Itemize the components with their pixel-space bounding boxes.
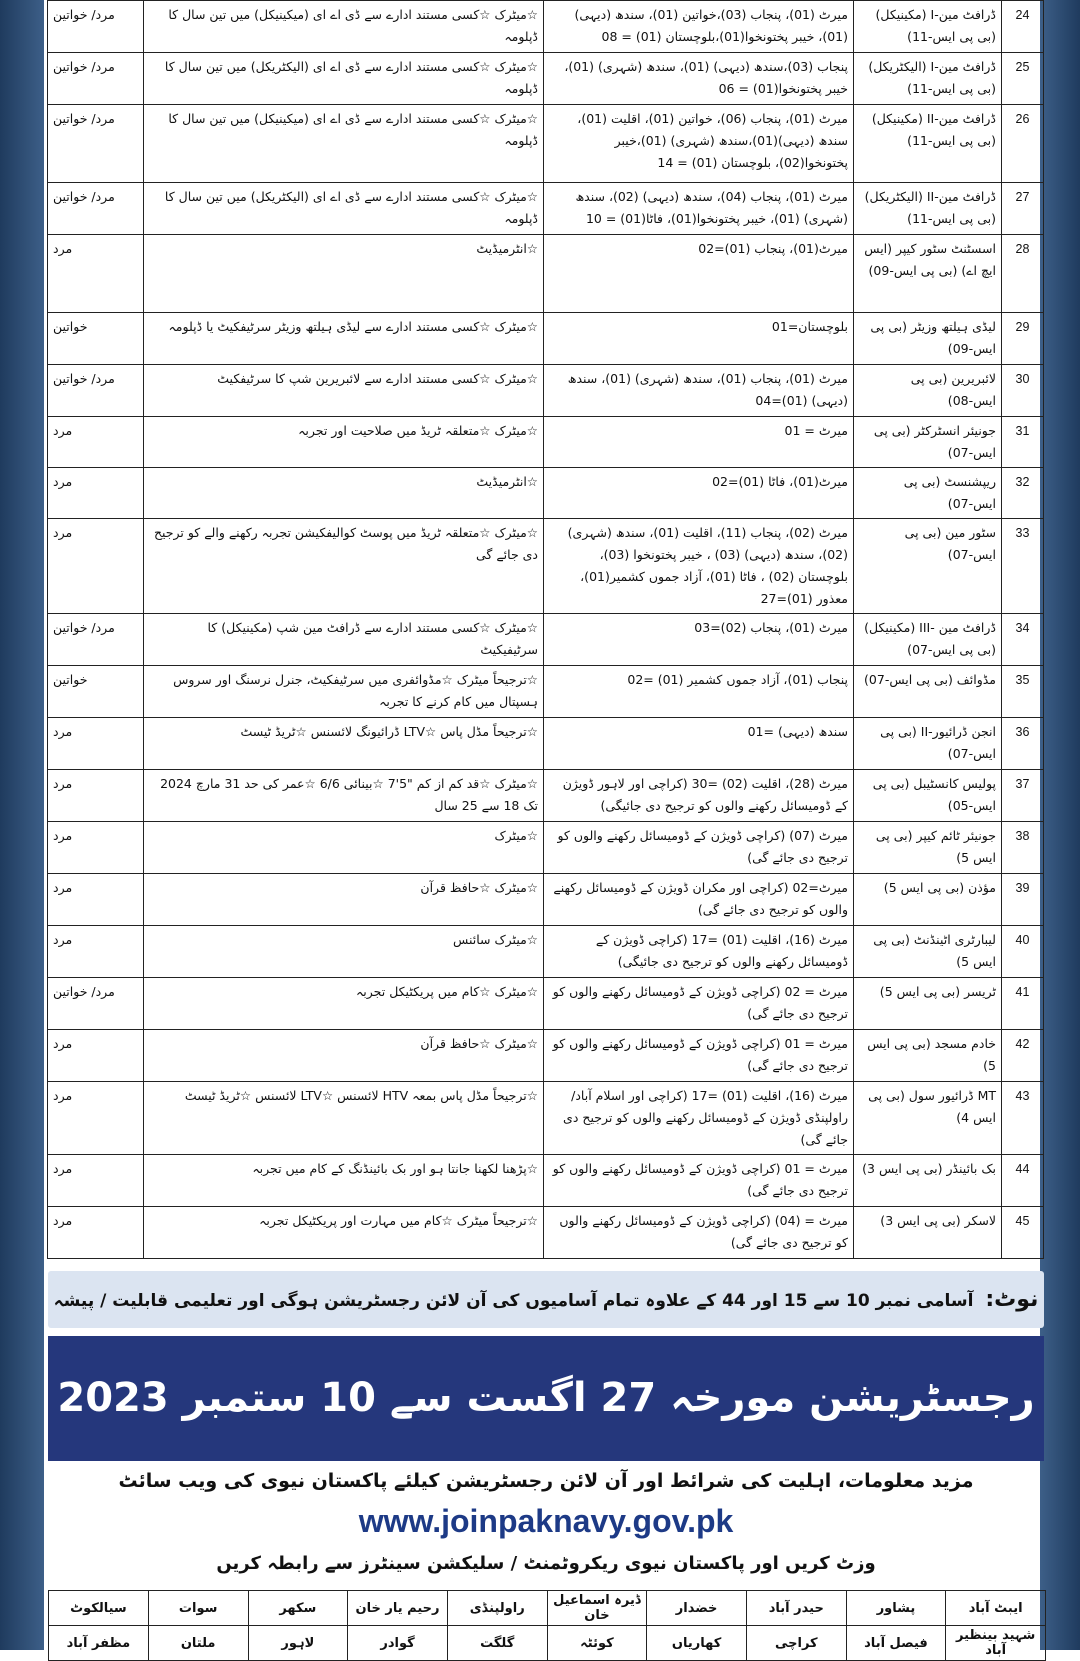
post-name: بک بائینڈر (بی پی ایس 3)	[854, 1155, 1002, 1207]
row-number: 43	[1002, 1082, 1044, 1155]
center-name: فیصل آباد	[846, 1626, 946, 1661]
centers-row	[49, 1591, 1046, 1626]
table-row	[48, 1030, 1044, 1082]
post-name: مڈوائف (بی پی ایس-07)	[854, 666, 1002, 718]
row-number: 37	[1002, 770, 1044, 822]
gender-cell: مرد/ خواتین	[48, 1, 144, 53]
post-name: انجن ڈرائیور-II (بی پی ایس-07)	[854, 718, 1002, 770]
quota-cell: میرٹ (01)، پنجاب (04)، سندھ (دیہی) (02)، سندھ (شہری) (01)، خیبر پختونخوا(01)، فاٹا(01) = 10	[544, 183, 854, 235]
table-row	[48, 519, 1044, 614]
gender-cell: مرد	[48, 770, 144, 822]
quota-cell: میرٹ (16)، اقلیت (01) =17 (کراچی اور اسلام آباد/راولپنڈی ڈویژن کے ڈومیسائل رکھنے والوں کو ترجیح دی جائے گی)	[544, 1082, 854, 1155]
quota-cell: پنجاب (03)،سندھ (دیہی) (01)، سندھ (شہری) (01)، خیبر پختونخوا(01) = 06	[544, 53, 854, 105]
quota-cell: پنجاب (01)، آزاد جموں کشمیر (01) =02	[544, 666, 854, 718]
row-number: 31	[1002, 417, 1044, 468]
more-info-line: مزید معلومات، اہلیت کی شرائط اور آن لائن رجسٹریشن کیلئے پاکستان نیوی کی ویب سائٹ	[118, 1470, 974, 1492]
row-number: 34	[1002, 614, 1044, 666]
table-row	[48, 926, 1044, 978]
post-name: لیبارٹری اٹینڈنٹ (بی پی ایس 5)	[854, 926, 1002, 978]
row-number: 40	[1002, 926, 1044, 978]
center-name: ملتان	[148, 1626, 248, 1661]
row-number: 30	[1002, 365, 1044, 417]
post-name: اسسٹنٹ سٹور کیپر (ایس ایچ اے) (بی پی ایس-09)	[854, 235, 1002, 313]
gender-cell: خواتین	[48, 666, 144, 718]
recruitment-centers-table	[48, 1590, 1046, 1661]
note-label: نوٹ:	[985, 1287, 1039, 1312]
quota-cell: میرٹ = 01	[544, 417, 854, 468]
quota-cell: میرٹ (01)، پنجاب (06)، خواتین (01)، اقلیت (01)، سندھ (دیہی)(01)،سندھ (شہری) (01)،خیبر پختونخوا(02)، بلوچستان (01) = 14	[544, 105, 854, 183]
table-row	[48, 235, 1044, 313]
post-name: مؤذن (بی پی ایس 5)	[854, 874, 1002, 926]
row-number: 41	[1002, 978, 1044, 1030]
center-name: شہید بینظیر آباد	[946, 1626, 1046, 1661]
table-row	[48, 874, 1044, 926]
quota-cell: میرٹ = 01 (کراچی ڈویژن کے ڈومیسائل رکھنے والوں کو ترجیح دی جائے گی)	[544, 1155, 854, 1207]
post-name: ریپشنسٹ (بی پی ایس-07)	[854, 468, 1002, 519]
center-name: مظفر آباد	[49, 1626, 149, 1661]
table-row	[48, 666, 1044, 718]
post-name: لائبریرین (بی پی ایس-08)	[854, 365, 1002, 417]
row-number: 27	[1002, 183, 1044, 235]
row-number: 25	[1002, 53, 1044, 105]
table-row	[48, 1207, 1044, 1259]
post-name: سٹور مین (بی پی ایس-07)	[854, 519, 1002, 614]
table-row	[48, 183, 1044, 235]
center-name: ڈیرہ اسماعیل خان	[547, 1591, 647, 1626]
post-name: جونیئر ٹائم کیپر (بی پی ایس 5)	[854, 822, 1002, 874]
qualification-cell: ☆میٹرک ☆قد کم از کم "5'7 ☆بینائی 6/6 ☆عمر کی حد 31 مارچ 2024 تک 18 سے 25 سال	[144, 770, 544, 822]
qualification-cell: ☆انٹرمیڈیٹ	[144, 468, 544, 519]
quota-cell: میرٹ (28)، اقلیت (02) =30 (کراچی اور لاہور ڈویژن کے ڈومیسائل رکھنے والوں کو ترجیح دی جائیگی)	[544, 770, 854, 822]
center-name: سوات	[148, 1591, 248, 1626]
table-row	[48, 718, 1044, 770]
table-row	[48, 822, 1044, 874]
center-name: گلگت	[447, 1626, 547, 1661]
right-border-decoration	[1040, 0, 1080, 1650]
gender-cell: مرد	[48, 1082, 144, 1155]
gender-cell: مرد	[48, 235, 144, 313]
center-name: لاہور	[248, 1626, 348, 1661]
contact-line: وزٹ کریں اور پاکستان نیوی ریکروٹمنٹ / سلیکشن سینٹرز سے رابطہ کریں	[216, 1553, 876, 1574]
post-name: ڈرافٹ مین-I (مکینیکل) (بی پی ایس-11)	[854, 1, 1002, 53]
post-name: جونیئر انسٹرکٹر (بی پی ایس-07)	[854, 417, 1002, 468]
gender-cell: مرد	[48, 417, 144, 468]
gender-cell: مرد/ خواتین	[48, 105, 144, 183]
vacancy-table	[47, 0, 1044, 1259]
row-number: 24	[1002, 1, 1044, 53]
center-name: پشاور	[846, 1591, 946, 1626]
post-name: خادم مسجد (بی پی ایس 5)	[854, 1030, 1002, 1082]
qualification-cell: ☆پڑھنا لکھنا جانتا ہو اور بک بائینڈنگ کے کام میں تجربہ	[144, 1155, 544, 1207]
qualification-cell: ☆ترجیحاً میٹرک ☆کام میں مہارت اور پریکٹیکل تجربہ	[144, 1207, 544, 1259]
table-row	[48, 313, 1044, 365]
row-number: 38	[1002, 822, 1044, 874]
gender-cell: مرد	[48, 1207, 144, 1259]
center-name: کوئٹہ	[547, 1626, 647, 1661]
quota-cell: میرٹ = 01 (کراچی ڈویژن کے ڈومیسائل رکھنے والوں کو ترجیح دی جائے گی)	[544, 1030, 854, 1082]
table-row	[48, 417, 1044, 468]
qualification-cell: ☆میٹرک ☆کسی مستند ادارے سے ڈی اے ای (میکینیکل) میں تین سال کا ڈپلومہ	[144, 1, 544, 53]
registration-banner	[48, 1336, 1044, 1461]
qualification-cell: ☆ترجیحاً مڈل پاس بمعہ HTV لائسنس ☆LTV لائسنس ☆ٹریڈ ٹیسٹ	[144, 1082, 544, 1155]
center-name: سکھر	[248, 1591, 348, 1626]
post-name: ڈرافٹ مین-II (مکینیکل) (بی پی ایس-11)	[854, 105, 1002, 183]
qualification-cell: ☆میٹرک ☆متعلقہ ٹریڈ میں پوسٹ کوالیفکیشن تجربہ رکھنے والے کو ترجیح دی جائے گی	[144, 519, 544, 614]
center-name: حیدر آباد	[746, 1591, 846, 1626]
gender-cell: مرد/ خواتین	[48, 53, 144, 105]
qualification-cell: ☆میٹرک ☆کام میں پریکٹیکل تجربہ	[144, 978, 544, 1030]
table-row	[48, 365, 1044, 417]
qualification-cell: ☆ترجیحاً میٹرک ☆مڈوائفری میں سرٹیفکیٹ، جنرل نرسنگ اور سروس ہسپتال میں کام کرنے کا تجربہ	[144, 666, 544, 718]
row-number: 45	[1002, 1207, 1044, 1259]
quota-cell: میرٹ (07) (کراچی ڈویژن کے ڈومیسائل رکھنے والوں کو ترجیح دی جائے گی)	[544, 822, 854, 874]
quota-cell: میرٹ (01)، پنجاب (02)=03	[544, 614, 854, 666]
table-row	[48, 105, 1044, 183]
center-name: سیالکوٹ	[49, 1591, 149, 1626]
qualification-cell: ☆میٹرک ☆کسی مستند ادارے سے لیڈی ہیلتھ وزیٹر سرٹیفکیٹ یا ڈپلومہ	[144, 313, 544, 365]
post-name: پولیس کانسٹیبل (بی پی ایس-05)	[854, 770, 1002, 822]
gender-cell: مرد	[48, 1030, 144, 1082]
table-row	[48, 1155, 1044, 1207]
post-name: لاسکر (بی پی ایس 3)	[854, 1207, 1002, 1259]
quota-cell: میرٹ (16)، اقلیت (01) =17 (کراچی ڈویژن کے ڈومیسائل رکھنے والوں کو ترجیح دی جائیگی)	[544, 926, 854, 978]
registration-dates: رجسٹریشن مورخہ 27 اگست سے 10 ستمبر 2023	[57, 1375, 1035, 1421]
qualification-cell: ☆میٹرک ☆کسی مستند ادارے سے ڈی اے ای (الیکٹریکل) میں تین سال کا ڈپلومہ	[144, 53, 544, 105]
row-number: 44	[1002, 1155, 1044, 1207]
quota-cell: میرٹ (01)، پنجاب (01)، سندھ (شہری) (01)، سندھ (دیہی) (01)=04	[544, 365, 854, 417]
row-number: 29	[1002, 313, 1044, 365]
gender-cell: مرد/ خواتین	[48, 183, 144, 235]
qualification-cell: ☆ترجیحاً مڈل پاس ☆LTV ڈرائیونگ لائسنس ☆ٹریڈ ٹیسٹ	[144, 718, 544, 770]
table-row	[48, 468, 1044, 519]
gender-cell: مرد/ خواتین	[48, 365, 144, 417]
left-border-decoration	[0, 0, 44, 1650]
row-number: 28	[1002, 235, 1044, 313]
post-name: MT ڈرائیور سول (بی پی ایس 4)	[854, 1082, 1002, 1155]
row-number: 42	[1002, 1030, 1044, 1082]
quota-cell: میرٹ = (04) (کراچی ڈویژن کے ڈومیسائل رکھنے والوں کو ترجیح دی جائے گی)	[544, 1207, 854, 1259]
quota-cell: میرٹ(01)، پنجاب (01)=02	[544, 235, 854, 313]
post-name: ڈرافٹ مین-I (الیکٹریکل) (بی پی ایس-11)	[854, 53, 1002, 105]
gender-cell: مرد	[48, 822, 144, 874]
quota-cell: میرٹ(01)، فاٹا (01)=02	[544, 468, 854, 519]
qualification-cell: ☆میٹرک ☆حافظ قرآن	[144, 1030, 544, 1082]
qualification-cell: ☆میٹرک ☆کسی مستند ادارے سے ڈی اے ای (الیکٹریکل) میں تین سال کا ڈپلومہ	[144, 183, 544, 235]
gender-cell: خواتین	[48, 313, 144, 365]
row-number: 39	[1002, 874, 1044, 926]
quota-cell: میرٹ=02 (کراچی اور مکران ڈویژن کے ڈومیسائل رکھنے والوں کو ترجیح دی جائے گی)	[544, 874, 854, 926]
center-name: خضدار	[647, 1591, 747, 1626]
gender-cell: مرد	[48, 718, 144, 770]
post-name: ڈرافٹ مین-II (الیکٹریکل) (بی پی ایس-11)	[854, 183, 1002, 235]
quota-cell: میرٹ = 02 (کراچی ڈویژن کے ڈومیسائل رکھنے والوں کو ترجیح دی جائے گی)	[544, 978, 854, 1030]
quota-cell: میرٹ (01)، پنجاب (03)،خواتین (01)، سندھ (دیہی) (01)، خیبر پختونخوا(01)،بلوچستان (01) = 08	[544, 1, 854, 53]
center-name: کراچی	[746, 1626, 846, 1661]
qualification-cell: ☆میٹرک ☆حافظ قرآن	[144, 874, 544, 926]
center-name: ایبٹ آباد	[946, 1591, 1046, 1626]
qualification-cell: ☆میٹرک سائنس	[144, 926, 544, 978]
post-name: ٹریسر (بی پی ایس 5)	[854, 978, 1002, 1030]
row-number: 36	[1002, 718, 1044, 770]
center-name: گوادر	[348, 1626, 448, 1661]
gender-cell: مرد	[48, 874, 144, 926]
gender-cell: مرد/ خواتین	[48, 614, 144, 666]
qualification-cell: ☆میٹرک ☆کسی مستند ادارے سے ڈی اے ای (میکینیکل) میں تین سال کا ڈپلومہ	[144, 105, 544, 183]
gender-cell: مرد	[48, 468, 144, 519]
post-name: لیڈی ہیلتھ وزیٹر (بی پی ایس-09)	[854, 313, 1002, 365]
table-row	[48, 1, 1044, 53]
gender-cell: مرد	[48, 519, 144, 614]
center-name: راولپنڈی	[447, 1591, 547, 1626]
note-text: آسامی نمبر 10 سے 15 اور 44 کے علاوہ تمام آسامیوں کی آن لائن رجسٹریشن ہوگی اور تعلیمی قابلیت / پیشہ	[53, 1291, 974, 1311]
qualification-cell: ☆میٹرک ☆متعلقہ ٹریڈ میں صلاحیت اور تجربہ	[144, 417, 544, 468]
quota-cell: میرٹ (02)، پنجاب (11)، اقلیت (01)، سندھ (شہری) (02)، سندھ (دیہی) (03) ، خیبر پختونخوا (03)، بلوچستان (02) ، فاٹا (01)، آزاد جموں کشمیر(01)، معذور (01)=27	[544, 519, 854, 614]
qualification-cell: ☆میٹرک	[144, 822, 544, 874]
post-name: ڈرافٹ مین -III (مکینیکل) (بی پی ایس-07)	[854, 614, 1002, 666]
gender-cell: مرد	[48, 926, 144, 978]
qualification-cell: ☆میٹرک ☆کسی مستند ادارے سے لائبریرین شپ کا سرٹیفکیٹ	[144, 365, 544, 417]
table-row	[48, 1082, 1044, 1155]
website-link[interactable]: www.joinpaknavy.gov.pk	[358, 1503, 734, 1539]
row-number: 33	[1002, 519, 1044, 614]
row-number: 26	[1002, 105, 1044, 183]
quota-cell: سندھ (دیہی) =01	[544, 718, 854, 770]
center-name: رحیم یار خان	[348, 1591, 448, 1626]
table-row	[48, 53, 1044, 105]
table-row	[48, 614, 1044, 666]
centers-row	[49, 1626, 1046, 1661]
center-name: کھاریاں	[647, 1626, 747, 1661]
table-row	[48, 978, 1044, 1030]
gender-cell: مرد/ خواتین	[48, 978, 144, 1030]
table-row	[48, 770, 1044, 822]
quota-cell: بلوچستان=01	[544, 313, 854, 365]
row-number: 32	[1002, 468, 1044, 519]
qualification-cell: ☆میٹرک ☆کسی مستند ادارے سے ڈرافٹ مین شپ (مکینیکل) کا سرٹیفیکیٹ	[144, 614, 544, 666]
note-box	[48, 1271, 1044, 1328]
row-number: 35	[1002, 666, 1044, 718]
qualification-cell: ☆انٹرمیڈیٹ	[144, 235, 544, 313]
gender-cell: مرد	[48, 1155, 144, 1207]
